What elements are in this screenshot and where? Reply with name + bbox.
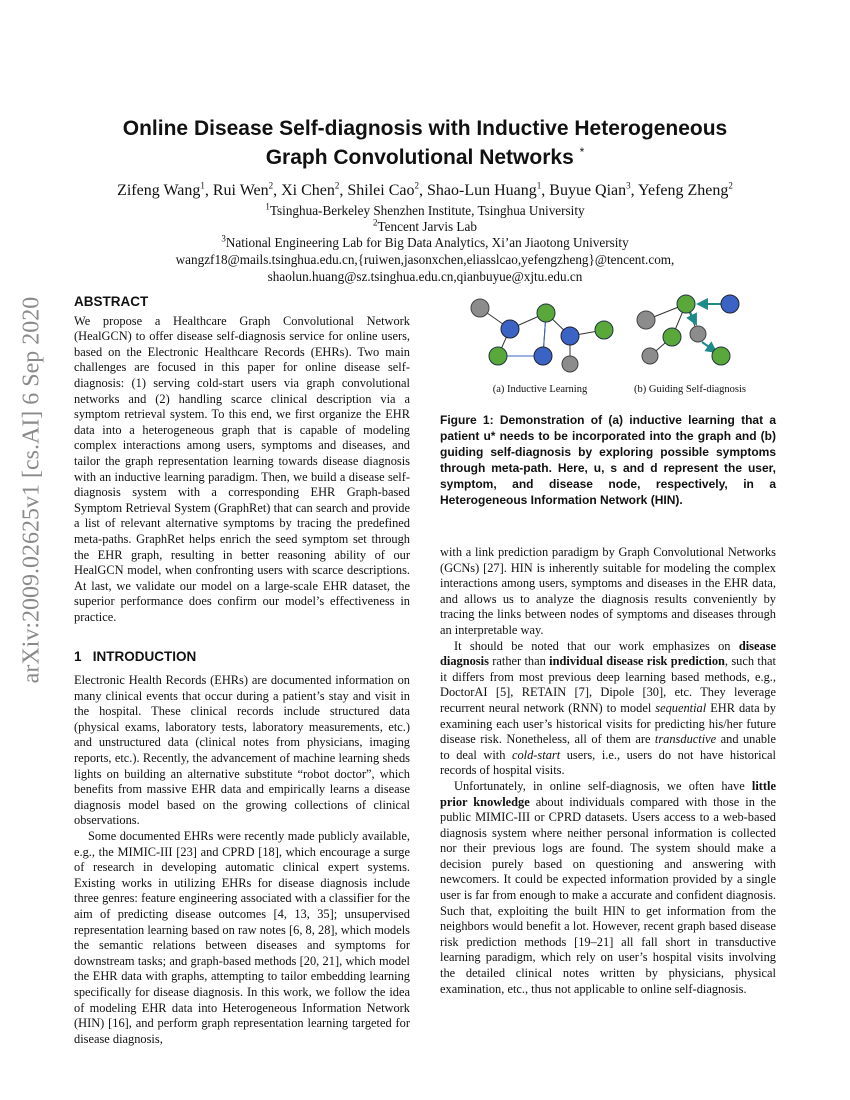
intro-paragraph-2: Some documented EHRs were recently made publicly available, e.g., the MIMIC-III [23] and CPRD [18], which encourage a surge of research in developing automatic clinical expert systems. Existing works in utilizing EHRs for disease diagnosis include three genres: feature engineering associated with a classifier for the aim of predicting disease outcomes [4, 13, 35]; unsupervised representation learning based on raw notes [6, 8, 28], which models the semantic relations between diseases and symptoms for downstream tasks; and graph-based methods [20, 21], which model the EHR data with graphs, attempting to tailor embedding learning specifically for disease diagnosis. In this work, we follow the idea of modeling EHR data into Heterogeneous Information Network (HIN) [16], and perform graph representation learning targeted for disease diagnosis,	[74, 829, 410, 1046]
symptom-node	[712, 347, 730, 365]
right-column	[440, 545, 776, 997]
right-paragraph-3: Unfortunately, in online self-diagnosis, we often have little prior knowledge about individuals compared with those in the public MIMIC-III or CPRD datasets. Users access to a web-based diagnosis system where neither personal information is collected nor their previous logs are found. The system should make a decision purely based on questioning and answering with newcomers. It could be expected information provided by a single user is far from enough to make a accurate and confident diagnosis. Such that, exploiting the built HIN to get information from the neighbors would benefit a lot. However, recent graph based disease risk prediction methods [19–21] all fall short in transductive learning paradigm, which rely on user’s hospital visits involving the detailed clinical notes written by physicians, physical examination, etc., thus not applicable to online self-diagnosis.	[440, 778, 777, 996]
arxiv-id: arXiv:2009.02625v1 [cs.AI] 6 Sep 2020	[18, 296, 45, 684]
intro-paragraph-1: Electronic Health Records (EHRs) are documented information on many clinical events that occur during a patient’s stay and visit in the hospital. These clinical records include structured data (physical exams, laboratory tests, laboratory measurements, etc.) and unstructured data (clinical notes from physicians, imaging reports, etc.). Recently, the advancement of machine learning sheds lights on building an alternative substitute “robot doctor”, which benefits from massive EHR data and empirically learns a disease diagnosis model based on the growing collections of clinical observations.	[74, 673, 410, 828]
paper-title	[0, 114, 850, 172]
title-footnote-mark: *	[579, 145, 585, 159]
symptom-node	[677, 295, 695, 313]
author: Yefeng Zheng$^2$	[638, 180, 733, 199]
email-line: shaolun.huang@sz.tsinghua.edu.cn,qianbuyue@xjtu.edu.cn	[267, 269, 583, 284]
disease-node	[471, 299, 489, 317]
graph-a-nodes	[471, 299, 613, 372]
author: Shao-Lun Huang$^1$,	[427, 180, 550, 199]
author: Buyue Qian$^3$,	[549, 180, 639, 199]
title-line-2: Graph Convolutional Networks *	[265, 145, 585, 169]
symptom-node	[537, 304, 555, 322]
subcaption-a: (a) Inductive Learning	[492, 384, 588, 395]
affiliation: $^1$Tsinghua-Berkeley Shenzhen Institute, Tsinghua University	[265, 201, 585, 218]
affiliation: $^3$National Engineering Lab for Big Data Analytics, Xi’an Jiaotong University	[221, 233, 629, 250]
graph-b-nodes	[637, 295, 739, 365]
new-user-node	[534, 347, 552, 365]
symptom-node	[595, 321, 613, 339]
symptom-node	[489, 347, 507, 365]
right-paragraph-1: with a link prediction paradigm by Graph Convolutional Networks (GCNs) [27]. HIN is inherently suitable for modeling the complex interactions among users, symptoms and diseases in the EHR data, and allows us to analyze the diagnosis results conveniently by tracing the links between nodes of symptoms and diseases through an interpretable way.	[440, 545, 776, 637]
figure-1	[440, 294, 776, 404]
author: Xi Chen$^2$,	[281, 180, 348, 199]
abstract-text: We propose a Healthcare Graph Convolutional Network (HealGCN) to offer disease self-diagnosis service for online users, based on the Electronic Healthcare Records (EHRs). Two main challenges are focused in this paper for online disease self-diagnosis: (1) serving cold-start users via graph convolutional networks and (2) handling scarce clinical description via a symptom retrieval system. To this end, we first organize the EHR data into a heterogeneous graph that is capable of modeling complex interactions among users, symptoms and diseases, and tailor the graph representation learning towards disease diagnosis with an inductive learning paradigm. Then, we build a disease self-diagnosis system with a corresponding EHR Graph-based Symptom Retrieval System (GraphRet) that can search and provide a list of relevant alternative symptoms by tracing the predefined meta-paths. GraphRet helps enrich the seed symptom set through the EHR graph, resulting in better reasoning ability of our HealGCN model, when confronting users with scarce descriptions. At last, we validate our model on a large-scale EHR dataset, the superior performance does confirm our model’s effectiveness in practice.	[74, 313, 410, 624]
author: Zifeng Wang$^1$,	[117, 180, 213, 199]
abstract-heading: ABSTRACT	[74, 294, 149, 309]
user-node	[561, 327, 579, 345]
left-column	[74, 294, 410, 1047]
title-line-1: Online Disease Self-diagnosis with Inductive Heterogeneous	[122, 117, 728, 140]
intro-heading: 1 INTRODUCTION	[74, 649, 197, 665]
disease-node	[637, 311, 655, 329]
disease-node	[690, 326, 706, 342]
user-node	[501, 320, 519, 338]
email-line: wangzf18@mails.tsinghua.edu.cn,{ruiwen,jasonxchen,eliasslcao,yefengzheng}@tencent.com,	[175, 252, 675, 267]
author: Rui Wen$^2$,	[212, 180, 282, 199]
arxiv-stamp	[12, 296, 52, 684]
new-user-node	[721, 295, 739, 313]
figure-caption: Figure 1: Demonstration of (a) inductive learning that a patient u* needs to be incorporated into the graph and (b) guiding self-diagnosis by exploring possible symptoms through meta-path. Here, u, s and d represent the user, symptom, and disease node, respectively, in a Heterogeneous Information Network (HIN).	[440, 413, 776, 507]
affiliation: $^2$Tencent Jarvis Lab	[373, 217, 477, 234]
subcaption-b: (b) Guiding Self-diagnosis	[634, 384, 746, 395]
disease-node	[642, 348, 658, 364]
author-list	[0, 181, 850, 201]
author: Shilei Cao$^2$,	[347, 180, 427, 199]
figure-graphs	[440, 294, 776, 374]
disease-node	[562, 356, 578, 372]
right-paragraph-2: It should be noted that our work emphasizes on disease diagnosis rather than individual disease risk prediction, such that it differs from most previous deep learning based methods, e.g., DoctorAI [5], RETAIN [7], Dipole [30], etc. They leverage recurrent neural network (RNN) to model sequential EHR data by examining each user’s historical visits for predicting his/her future disease risk. Nonetheless, all of them are transductive and unable to deal with cold-start users, i.e., users do not have historical records of hospital visits.	[440, 638, 777, 778]
symptom-node	[663, 328, 681, 346]
